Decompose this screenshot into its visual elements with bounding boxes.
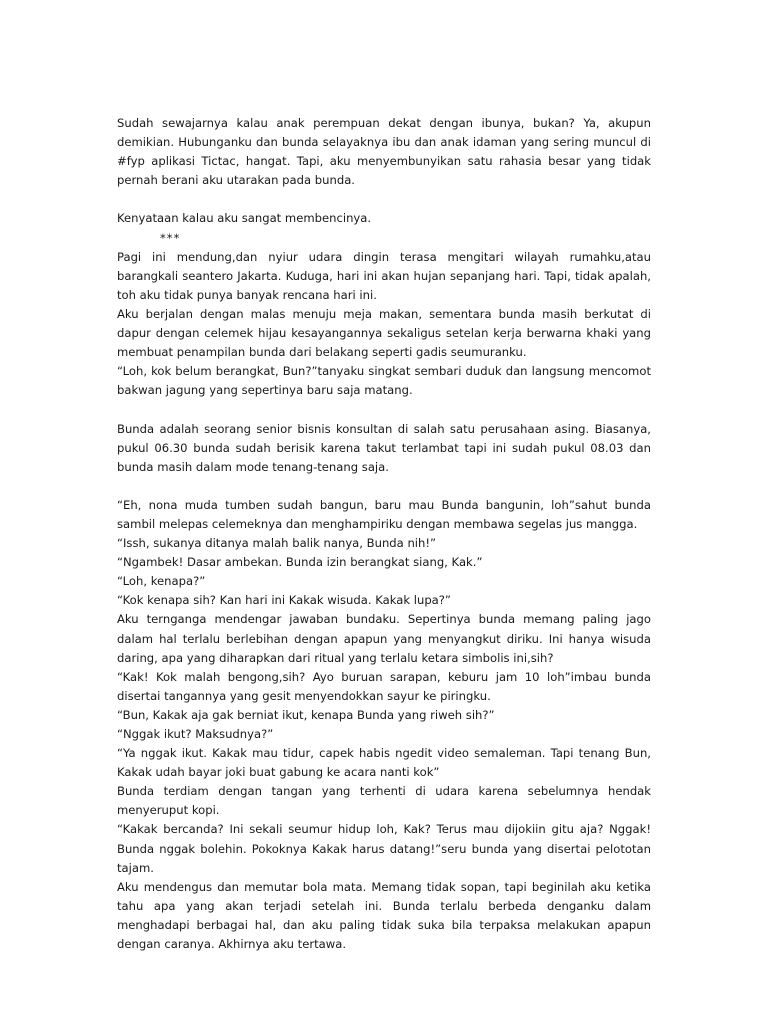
paragraph: Bunda adalah seorang senior bisnis konsultan di salah satu perusahaan asing. Biasanya, pukul 06.30 bunda sudah berisik karena takut terlambat tapi ini sudah pukul 08.03 dan bunda masih dalam mode tenang-tenang saja.	[117, 421, 651, 474]
dialogue-line: “Loh, kenapa?”	[117, 574, 206, 589]
dialogue-line: “Nggak ikut? Maksudnya?”	[117, 727, 274, 741]
dialogue-line: “Kak! Kok malah bengong,sih? Ayo buruan sarapan, keburu jam 10 loh”imbau bunda disertai tangannya yang gesit menyendokkan sayur ke piringku.	[117, 669, 651, 703]
dialogue-line: “Kakak bercanda? Ini sekali seumur hidup loh, Kak? Terus mau dijokiin gitu aja? Nggak! Bunda nggak bolehin. Pokoknya Kakak harus datang!”seru bunda yang disertai pelototan tajam.	[117, 822, 651, 875]
paragraph: Aku berjalan dengan malas menuju meja makan, sementara bunda masih berkutat di dapur dengan celemek hijau kesayangannya sekaligus setelan kerja berwarna khaki yang membuat penampilan bunda dari belakang seperti gadis seumuranku.	[117, 306, 651, 360]
scene-break: ***	[160, 230, 181, 245]
dialogue-line: “Bun, Kakak aja gak berniat ikut, kenapa Bunda yang riweh sih?”	[117, 707, 495, 722]
dialogue-line: “Issh, sukanya ditanya malah balik nanya, Bunda nih!”	[117, 536, 437, 551]
paragraph: Aku mendengus dan memutar bola mata. Memang tidak sopan, tapi beginilah aku ketika tahu apa yang akan terjadi setelah ini. Bunda terlalu berbeda denganku dalam menghadapi berbagai hal, dan aku paling tidak suka bila terpaksa melakukan apapun dengan caranya. Akhirnya aku tertawa.	[117, 879, 651, 952]
paragraph-confession: Kenyataan kalau aku sangat membencinya.	[117, 211, 372, 226]
paragraph: Pagi ini mendung,dan nyiur udara dingin terasa mengitari wilayah rumahku,atau barangkali seantero Jakarta. Kuduga, hari ini akan hujan sepanjang hari. Tapi, tidak apalah, toh aku tidak punya banyak rencana hari ini.	[117, 249, 651, 302]
paragraph: Bunda terdiam dengan tangan yang terhenti di udara karena sebelumnya hendak menyeruput kopi.	[117, 784, 651, 818]
paragraph-intro: Sudah sewajarnya kalau anak perempuan dekat dengan ibunya, bukan? Ya, akupun demikian. Hubunganku dan bunda selayaknya ibu dan anak idaman yang sering muncul di #fyp aplikasi Tictac, hangat. Tapi, aku menyembunyikan satu rahasia besar yang tidak pernah berani aku utarakan pada bunda.	[117, 116, 651, 188]
story-text	[117, 114, 651, 954]
dialogue-line: “Kok kenapa sih? Kan hari ini Kakak wisuda. Kakak lupa?”	[117, 593, 451, 608]
dialogue-line: “Ngambek! Dasar ambekan. Bunda izin berangkat siang, Kak.”	[117, 555, 483, 570]
dialogue-line: “Eh, nona muda tumben sudah bangun, baru mau Bunda bangunin, loh”sahut bunda sambil melepas celemeknya dan menghampiriku dengan membawa segelas jus mangga.	[117, 497, 651, 531]
paragraph: Aku ternganga mendengar jawaban bundaku. Sepertinya bunda memang paling jago dalam hal terlalu berlebihan dengan apapun yang menyangkut diriku. Ini hanya wisuda daring, apa yang diharapkan dari ritual yang terlalu ketara simbolis ini,sih?	[117, 612, 651, 665]
dialogue-line: “Loh, kok belum berangkat, Bun?”tanyaku singkat sembari duduk dan langsung mencomot bakwan jagung yang sepertinya baru saja matang.	[117, 364, 651, 398]
dialogue-line: “Ya nggak ikut. Kakak mau tidur, capek habis ngedit video semaleman. Tapi tenang Bun, Kakak udah bayar joki buat gabung ke acara nanti kok”	[117, 746, 651, 780]
